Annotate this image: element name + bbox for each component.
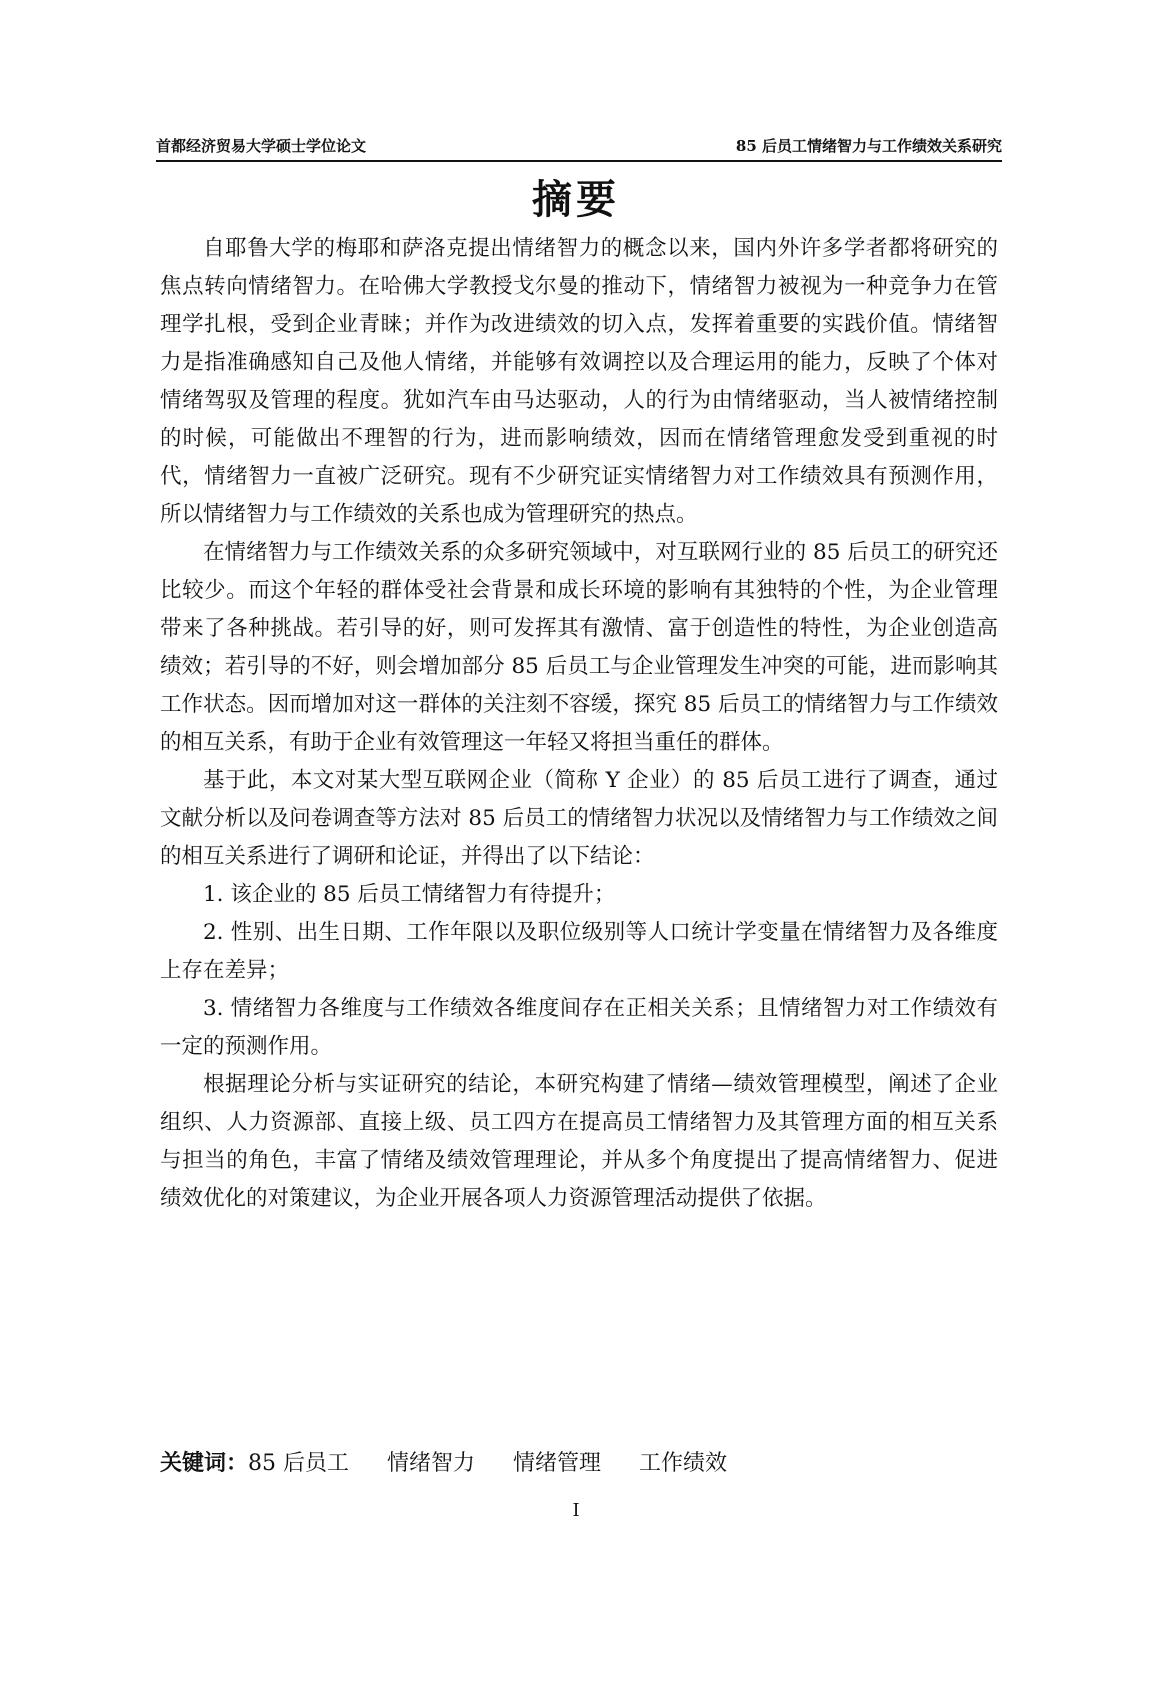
- page-title: 摘要: [532, 177, 620, 223]
- running-header: [156, 132, 1002, 162]
- keyword: 情绪智力: [387, 1451, 476, 1476]
- conclusion-item: 2. 性别、出生日期、工作年限以及职位级别等人口统计学变量在情绪智力及各维度上存在差异；: [160, 920, 998, 983]
- paragraph: 自耶鲁大学的梅耶和萨洛克提出情绪智力的概念以来，国内外许多学者都将研究的焦点转向情绪智力。在哈佛大学教授戈尔曼的推动下，情绪智力被视为一种竞争力在管理学扎根，受到企业青睐；并作为改进绩效的切入点，发挥着重要的实践价值。情绪智力是指准确感知自己及他人情绪，并能够有效调控以及合理运用的能力，反映了个体对情绪驾驭及管理的程度。犹如汽车由马达驱动，人的行为由情绪驱动，当人被情绪控制的时候，可能做出不理智的行为，进而影响绩效，因而在情绪管理愈发受到重视的时代，情绪智力一直被广泛研究。现有不少研究证实情绪智力对工作绩效具有预测作用，所以情绪智力与工作绩效的关系也成为管理研究的热点。: [160, 236, 998, 527]
- paragraph: 在情绪智力与工作绩效关系的众多研究领域中，对互联网行业的 85 后员工的研究还比较少。而这个年轻的群体受社会背景和成长环境的影响有其独特的个性，为企业管理带来了各种挑战。若引导的好，则可发挥其有激情、富于创造性的特性，为企业创造高绩效；若引导的不好，则会增加部分 85 后员工与企业管理发生冲突的可能，进而影响其工作状态。因而增加对这一群体的关注刻不容缓，探究 85 后员工的情绪智力与工作绩效的相互关系，有助于企业有效管理这一年轻又将担当重任的群体。: [160, 540, 998, 755]
- keywords-label: 关键词：: [160, 1451, 249, 1476]
- conclusion-item: 1. 该企业的 85 后员工情绪智力有待提升；: [203, 882, 616, 907]
- abstract-body: [160, 230, 998, 1218]
- keywords-line: [160, 1446, 765, 1477]
- paragraph: 基于此，本文对某大型互联网企业（简称 Y 企业）的 85 后员工进行了调查，通过文献分析以及问卷调查等方法对 85 后员工的情绪智力状况以及情绪智力与工作绩效之间的相互关系进行了调研和论证，并得出了以下结论：: [160, 768, 998, 869]
- header-thesis-title: 85 后员工情绪智力与工作绩效关系研究: [735, 137, 1002, 155]
- paragraph: 根据理论分析与实证研究的结论，本研究构建了情绪—绩效管理模型，阐述了企业组织、人力资源部、直接上级、员工四方在提高员工情绪智力及其管理方面的相互关系与担当的角色，丰富了情绪及绩效管理理论，并从多个角度提出了提高情绪智力、促进绩效优化的对策建议，为企业开展各项人力资源管理活动提供了依据。: [160, 1072, 998, 1211]
- keyword: 85 后员工: [248, 1451, 350, 1476]
- header-university: 首都经济贸易大学硕士学位论文: [156, 137, 367, 155]
- page-number: I: [572, 1500, 580, 1521]
- conclusion-item: 3. 情绪智力各维度与工作绩效各维度间存在正相关关系；且情绪智力对工作绩效有一定的预测作用。: [160, 996, 998, 1059]
- keyword: 情绪管理: [513, 1451, 602, 1476]
- keyword: 工作绩效: [639, 1451, 728, 1476]
